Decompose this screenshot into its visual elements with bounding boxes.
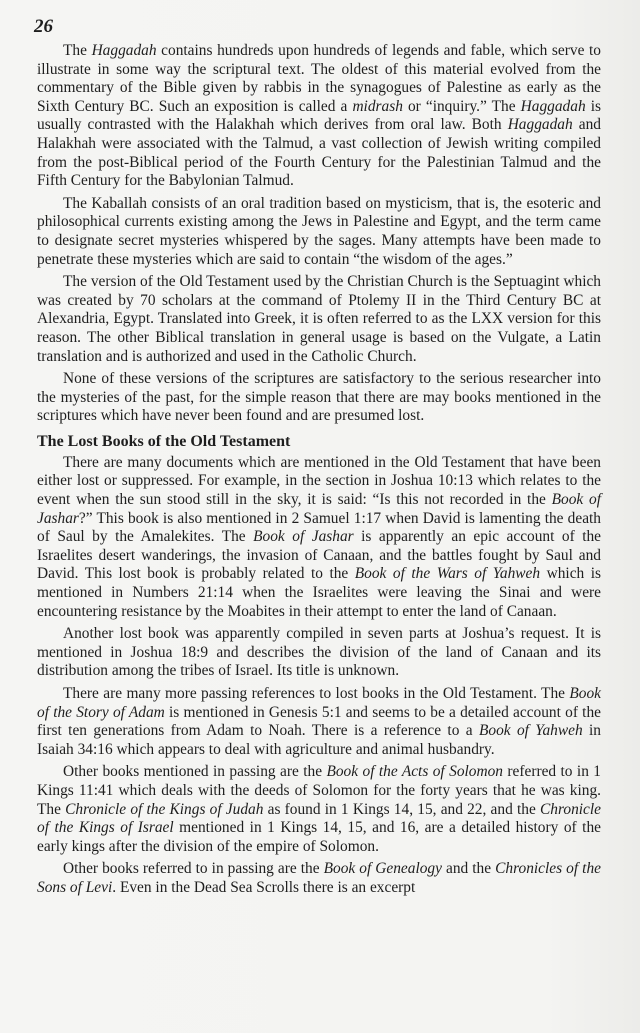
text-run: None of these versions of the scriptures are satisfactory to the serious researcher into the mysteries of the past, for the simple reason that there are may books mentioned in the scriptures which have never been found and are presumed lost. [37, 370, 601, 425]
text-run: The version of the Old Testament used by the Christian Church is the Septuagint which was created by 70 scholars at the command of Ptolemy II in the Third Century BC at Alexandria, Egypt. Translated into Greek, it is often referred to as the LXX version for this reason. The other Biblical translation in general usage is based on the Vulgate, a Latin translation and is authorized and used in the Catholic Church. [37, 273, 601, 365]
text-run: Other books mentioned in passing are the [63, 763, 327, 781]
paragraph [37, 370, 601, 426]
text-run: and the [441, 860, 496, 878]
text-run: in Isaiah 34:16 which appears to deal with agriculture and animal husbandry. [37, 722, 601, 758]
italic-title: Book of Genealogy [323, 860, 442, 878]
section-heading: The Lost Books of the Old Testament [37, 432, 291, 450]
paragraph [37, 273, 601, 366]
paragraph [37, 763, 601, 856]
text-run: is usually contrasted with the Halakhah which derives from oral law. Both [37, 97, 601, 134]
text-run: The [63, 42, 92, 59]
text-run: There are many documents which are mentioned in the Old Testament that have been either lost or suppressed. For example, in the section in Joshua 10:13 which relates to the event when the sun stood still in the sky, it is said: “Is this not recorded in the [37, 453, 601, 509]
italic-title: Haggadah [520, 97, 586, 115]
text-run: referred to in 1 Kings 11:41 which deals with the deeds of Solomon for the forty years that he was king. The [37, 763, 601, 818]
intro-paragraphs [37, 42, 601, 426]
text-run: . Even in the Dead Sea Scrolls there is an excerpt [112, 878, 416, 896]
text-run: contains hundreds upon hundreds of legends and fable, which serve to illustrate in some way the scriptural text. The oldest of this material evolved from the commentary of the Bible given by rabbis in the synagogues of Palestine as early as the Sixth Century BC. Such an exposition is called a [37, 42, 601, 115]
text-run: mentioned in 1 Kings 14, 15, and 16, are a detailed history of the early kings after the division of the empire of Solomon. [37, 819, 601, 855]
italic-title: Book of Jashar [253, 528, 354, 546]
italic-title: Book of the Acts of Solomon [326, 763, 503, 781]
italic-title: Haggadah [91, 42, 157, 59]
italic-title: Chronicle of the Kings of Judah [65, 800, 264, 818]
page-number: 26 [34, 16, 53, 37]
italic-title: Book of Jashar [37, 491, 601, 527]
text-run: or “inquiry.” The [402, 97, 521, 115]
section-paragraphs [37, 454, 601, 898]
text-run: The Kaballah consists of an oral tradition based on mysticism, that is, the esoteric and philosophical currents existing among the Jews in Palestine and Egypt, and the term came to designate secret mysteries whispered by the sages. Many attempts have been made to penetrate these mysteries which are said to contain “the wisdom of the ages.” [37, 194, 601, 268]
paragraph [37, 454, 601, 621]
paragraph [37, 685, 601, 759]
paragraph [37, 42, 601, 191]
paragraph [37, 625, 601, 681]
paragraph [37, 860, 601, 897]
text-run: which is mentioned in Numbers 21:14 when the Israelites were leaving the Sinai and were encountering resistance by the Moabites in their attempt to enter the land of Canaan. [37, 565, 601, 620]
text-run: There are many more passing references to lost books in the Old Testament. The [63, 685, 570, 702]
paragraph [37, 195, 601, 269]
text-run: ?” This book is also mentioned in 2 Samuel 1:17 when David is lamenting the death of Saul by the Amalekites. The [37, 509, 601, 546]
text-run: Other books referred to in passing are the [63, 860, 324, 878]
italic-title: Haggadah [507, 116, 573, 134]
page-body [37, 42, 601, 902]
italic-title: Book of the Wars of Yahweh [354, 565, 541, 583]
italic-title: midrash [352, 97, 403, 115]
text-run: as found in 1 Kings 14, 15, and 22, and the [263, 800, 540, 818]
text-run: and Halakhah were associated with the Talmud, a vast collection of Jewish writing compiled from the post-Biblical period of the Fourth Century for the Palestinian Talmud and the Fifth Century for the Babylonian Talmud. [37, 116, 601, 190]
italic-title: Book of the Story of Adam [37, 685, 601, 721]
italic-title: Book of Yahweh [478, 722, 583, 740]
text-run: Another lost book was apparently compiled in seven parts at Joshua’s request. It is mentioned in Joshua 18:9 and describes the division of the land of Canaan and its distribution among the tribes of Israel. Its title is unknown. [37, 625, 601, 680]
text-run: is mentioned in Genesis 5:1 and seems to be a detailed account of the first ten generations from Adam to Noah. There is a reference to a [37, 703, 601, 740]
italic-title: Chronicles of the Sons of Levi [37, 860, 601, 896]
text-run: is apparently an epic account of the Israelites desert wanderings, the invasion of Canaan, and the battles fought by Saul and David. This lost book is probably related to the [37, 528, 602, 583]
italic-title: Chronicle of the Kings of Israel [37, 800, 601, 837]
